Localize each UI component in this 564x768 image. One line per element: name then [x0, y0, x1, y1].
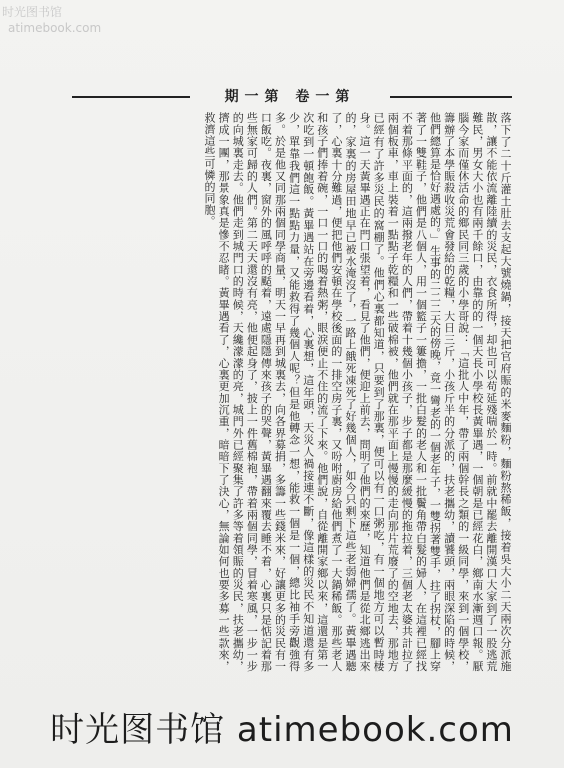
watermark-top-line1: 时光图书馆: [2, 5, 63, 19]
watermark-top-line2: atimebook.com: [8, 21, 102, 35]
site-watermark-bottom: 时光图书馆 atimebook.com: [50, 710, 514, 750]
header-rule-right: [390, 96, 512, 98]
header-rule-left: [72, 96, 190, 98]
page-header: [72, 86, 512, 108]
site-watermark-top: [2, 4, 101, 36]
article-body: 落下了二十斤灌土肚去支起大號燒鍋，接天把官府賑的米麥麵粉，麵粉熬稀飯，接着吳大小二天兩次分派施散，讓不能依流離陸續的災民，衣食所得，却也可以苟延殘喘於一時。前就中罷去離開漢口大家到了一股逃荒難民，男女大小也有兩千餘口，由靠的的一個天長小學校長黃畢遇，一個朝是已經花白，鄉南水漸週口報。厭腦今家而僅休活命的鄉民同三歲的小學哥說：「這批人中年，帶了兩個幹長之類的一級同學，來到一個學校，籌辦了本學賑殺收災荒會發給的乾糧，大日三斤，小孩斤半的分派的，扶老攜幼，讀饕頭，兩眼深陷的時候，他們總算是恰好遇處的。」生事的二二二天的傍晚，竟一彎老的一個老年子，一雙拐著雙手，拄了拐杖，腳上穿著了一雙鞋子，他們是八個人，用一個籃子一簍擔，一批白髮的老人和一批鬢角帶白髮的婦人，在這裡已經找不着那條平面的，這兩撥老年的人們，帶着十幾個小孩子，步子都是那麼緩慢的拖拉着，三個老太婆共計拉了兩個板車，車上裝着一點點子乾糧和一些破棉被，他們就在那平面上慢慢的走向那片荒廢了的空地去，那地方已經有了許多災民的窩棚了。他們心裏都知道，只要到了那裏，便可以有一口粥吃，有一個地方可以暫時棲身。這一天黃畢遇正在門口張望着，看見了他們，便迎上前去，問明了他們的來歷，知道他們是從北鄉逃出來的，家裏的房屋田地早已被水淹沒了，一路上餓死凍死了好幾個人，如今只剩下這些老弱婦孺了。黃畢遇聽了，心裏十分難過，便把他們安頓在學校後面的一排空房子裏，又吩咐廚房給他們煮了一大鍋稀飯。那些老人和孩子們捧着碗，一口一口的喝着熱粥，眼淚便止不住的流了下來。他們說，自從離開家鄉以來，這還是第一次吃到一頓飽飯。黃畢遇站在旁邊看着，心裏想，這年頭，天災人禍接連不斷，像這樣的災民不知道還有多少，單靠我們這一點點力量，又能救得了幾個人呢？但是他轉念一想，能救一個是一個，總比袖手旁觀強得多。於是他又同那兩個同學商量，明天一早再到城裏去，向各界募捐，多籌一些錢米來，好讓更多的災民有一口飯吃。夜裏，窗外的風呼呼的颳着，遠處隱隱傳來孩子的哭聲，黃畢遇翻來覆去睡不着，心裏只是惦記着那些無家可歸的人們。第二天天還沒有亮，他便起身了，披上一件舊棉袍，帶着兩個同學，冒着寒風，一步一步的向城裏走去。他們走到城門口的時候，天纔濛濛的亮，城門外已經聚集了許多等着領賑的災民，扶老攜幼，擠成一團，那景象真是慘不忍睹。黃畢遇看了，心裏更加沉重，暗暗下了決心，無論如何也要多募一些款來，救濟這些可憐的同胞。: [203, 112, 512, 672]
issue-title: 期一第 卷一第: [224, 89, 356, 105]
